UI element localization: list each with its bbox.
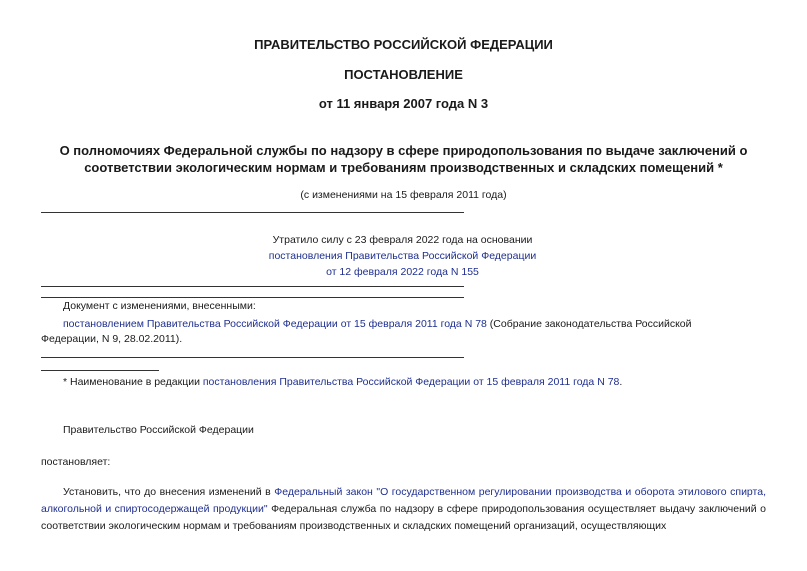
footnote: * Наименование в редакции постановления Правительства Российской Федерации от 15 февраля 2011 года N 78. (63, 376, 623, 388)
government-heading: ПРАВИТЕЛЬСТВО РОССИЙСКОЙ ФЕДЕРАЦИИ (254, 37, 553, 52)
divider (41, 212, 464, 213)
document-date-number: от 11 января 2007 года N 3 (318, 96, 489, 111)
issuer: Правительство Российской Федерации (63, 424, 254, 436)
document-type: ПОСТАНОВЛЕНИЕ (344, 67, 463, 82)
footnote-divider (41, 370, 159, 371)
decides: постановляет: (41, 456, 111, 468)
amending-resolution-link[interactable]: постановлением Правительства Российской Федерации от 15 февраля 2011 года N 78 (63, 318, 487, 330)
expired-basis-link-date[interactable]: от 12 февраля 2022 года N 155 (326, 266, 479, 278)
document-title (0, 142, 807, 176)
divider (41, 286, 464, 287)
divider (41, 297, 464, 298)
divider (41, 357, 464, 358)
expired-notice (41, 232, 764, 280)
document-title-line-2: соответствии экологическим нормам и требованиям производственных и складских помещений * (84, 160, 723, 175)
changes-note: (с изменениями на 15 февраля 2011 года) (300, 189, 507, 201)
expired-text: Утратило силу с 23 февраля 2022 года на основании (272, 234, 533, 246)
document-title-line-1: О полномочиях Федеральной службы по надзору в сфере природопользования по выдаче заключений о (59, 143, 748, 158)
publication-source-continued: Федерации, N 9, 28.02.2011). (41, 333, 183, 345)
federal-law-link[interactable]: Федеральный закон "О государственном регулировании производства и оборота этилового спирта, алкогольной и спиртосодержащей продукции" (41, 486, 766, 515)
paragraph-1: Установить, что до внесения изменений в Федеральный закон "О государственном регулировании производства и оборота этилового спирта, алкогольной и спиртосодержащей продукции" Федеральная служба по надзору в сфере природопользования осуществляет выдачу заключений о соответствии экологическим нормам и требованиям производственных и складских помещений организаций, осуществляющих (41, 486, 766, 532)
publication-source: (Собрание законодательства Российской (486, 318, 692, 330)
expired-basis-link[interactable]: постановления Правительства Российской Федерации (268, 250, 537, 262)
changes-intro: Документ с изменениями, внесенными: (63, 300, 256, 312)
changes-list-item (41, 316, 766, 333)
footnote-resolution-link[interactable]: постановления Правительства Российской Федерации от 15 февраля 2011 года N 78 (202, 376, 620, 388)
